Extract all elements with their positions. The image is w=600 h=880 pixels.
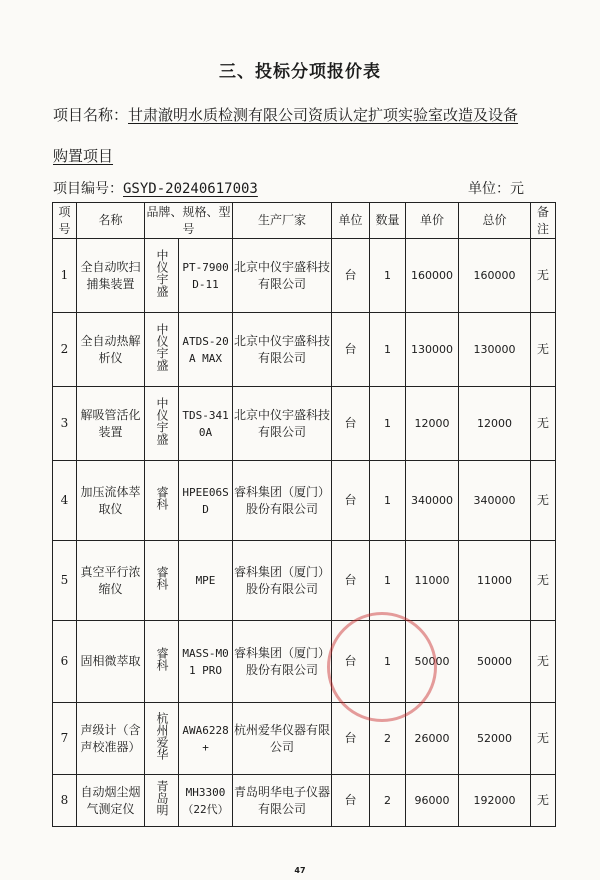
row-brand-text: 杭州爱华 bbox=[155, 712, 169, 760]
row-note: 无 bbox=[531, 239, 556, 313]
row-brand-text: 睿科 bbox=[155, 486, 169, 510]
row-model: MH3300（22代） bbox=[179, 775, 233, 827]
row-model: AWA6228+ bbox=[179, 703, 233, 775]
project-number-value: GSYD-20240617003 bbox=[123, 181, 258, 197]
row-price: 96000 bbox=[406, 775, 459, 827]
header-price: 单价 bbox=[406, 203, 459, 239]
project-number-line bbox=[53, 178, 258, 198]
row-qty: 1 bbox=[370, 387, 406, 461]
row-qty: 2 bbox=[370, 775, 406, 827]
row-brand bbox=[145, 461, 179, 541]
quotation-table bbox=[52, 202, 556, 827]
project-name-continued: 购置项目 bbox=[53, 147, 114, 165]
row-note: 无 bbox=[531, 621, 556, 703]
row-note: 无 bbox=[531, 313, 556, 387]
header-brand-model: 品牌、规格、型号 bbox=[145, 203, 233, 239]
row-seq: 6 bbox=[53, 621, 77, 703]
row-name: 固相微萃取 bbox=[77, 621, 145, 703]
row-brand bbox=[145, 239, 179, 313]
row-unit: 台 bbox=[332, 621, 370, 703]
row-name: 解吸管活化装置 bbox=[77, 387, 145, 461]
row-brand-text: 中仪宇盛 bbox=[155, 397, 169, 445]
row-model: TDS-3410A bbox=[179, 387, 233, 461]
row-maker: 北京中仪宇盛科技有限公司 bbox=[233, 387, 332, 461]
row-unit: 台 bbox=[332, 387, 370, 461]
row-unit: 台 bbox=[332, 239, 370, 313]
row-brand bbox=[145, 703, 179, 775]
project-name-value: 甘肃澈明水质检测有限公司资质认定扩项实验室改造及设备 bbox=[128, 106, 519, 124]
row-name: 加压流体萃取仪 bbox=[77, 461, 145, 541]
table-row bbox=[53, 461, 556, 541]
row-qty: 1 bbox=[370, 541, 406, 621]
header-seq: 项号 bbox=[53, 203, 77, 239]
row-price: 130000 bbox=[406, 313, 459, 387]
row-total: 130000 bbox=[459, 313, 531, 387]
row-note: 无 bbox=[531, 541, 556, 621]
table-header-row bbox=[53, 203, 556, 239]
row-total: 11000 bbox=[459, 541, 531, 621]
table-row bbox=[53, 775, 556, 827]
row-seq: 7 bbox=[53, 703, 77, 775]
row-note: 无 bbox=[531, 387, 556, 461]
row-price: 50000 bbox=[406, 621, 459, 703]
row-total: 160000 bbox=[459, 239, 531, 313]
row-qty: 1 bbox=[370, 621, 406, 703]
header-maker: 生产厂家 bbox=[233, 203, 332, 239]
header-note: 备注 bbox=[531, 203, 556, 239]
row-qty: 2 bbox=[370, 703, 406, 775]
header-qty: 数量 bbox=[370, 203, 406, 239]
row-maker: 青岛明华电子仪器有限公司 bbox=[233, 775, 332, 827]
row-maker: 北京中仪宇盛科技有限公司 bbox=[233, 239, 332, 313]
table-row bbox=[53, 703, 556, 775]
row-unit: 台 bbox=[332, 541, 370, 621]
row-total: 12000 bbox=[459, 387, 531, 461]
row-qty: 1 bbox=[370, 313, 406, 387]
official-seal bbox=[327, 612, 437, 722]
header-unit: 单位 bbox=[332, 203, 370, 239]
row-unit: 台 bbox=[332, 703, 370, 775]
row-unit: 台 bbox=[332, 313, 370, 387]
row-brand-text: 中仪宇盛 bbox=[155, 249, 169, 297]
row-name: 真空平行浓缩仪 bbox=[77, 541, 145, 621]
row-total: 340000 bbox=[459, 461, 531, 541]
row-name: 自动烟尘烟气测定仪 bbox=[77, 775, 145, 827]
row-maker: 杭州爱华仪器有限公司 bbox=[233, 703, 332, 775]
row-price: 160000 bbox=[406, 239, 459, 313]
row-brand-text: 睿科 bbox=[155, 566, 169, 590]
table-row bbox=[53, 313, 556, 387]
row-maker: 睿科集团（厦门）股份有限公司 bbox=[233, 541, 332, 621]
project-name-line bbox=[53, 104, 518, 125]
row-seq: 5 bbox=[53, 541, 77, 621]
row-name: 全自动吹扫捕集装置 bbox=[77, 239, 145, 313]
row-name: 全自动热解析仪 bbox=[77, 313, 145, 387]
row-brand-text: 睿科 bbox=[155, 647, 169, 671]
project-number-label: 项目编号： bbox=[53, 181, 123, 197]
row-model: ATDS-20A MAX bbox=[179, 313, 233, 387]
row-model: MPE bbox=[179, 541, 233, 621]
row-price: 340000 bbox=[406, 461, 459, 541]
row-unit: 台 bbox=[332, 775, 370, 827]
page-number: 47 bbox=[294, 866, 306, 875]
table-row bbox=[53, 239, 556, 313]
row-total: 52000 bbox=[459, 703, 531, 775]
row-seq: 4 bbox=[53, 461, 77, 541]
header-name: 名称 bbox=[77, 203, 145, 239]
row-brand-text: 中仪宇盛 bbox=[155, 323, 169, 371]
row-name: 声级计（含声校准器） bbox=[77, 703, 145, 775]
row-seq: 8 bbox=[53, 775, 77, 827]
header-total: 总价 bbox=[459, 203, 531, 239]
row-note: 无 bbox=[531, 703, 556, 775]
row-brand bbox=[145, 775, 179, 827]
row-brand bbox=[145, 313, 179, 387]
row-seq: 3 bbox=[53, 387, 77, 461]
row-brand-text: 青岛明 bbox=[155, 780, 169, 816]
row-model: MASS-M01 PRO bbox=[179, 621, 233, 703]
row-qty: 1 bbox=[370, 239, 406, 313]
page-title: 三、投标分项报价表 bbox=[219, 62, 381, 82]
row-total: 50000 bbox=[459, 621, 531, 703]
table-row bbox=[53, 541, 556, 621]
row-unit: 台 bbox=[332, 461, 370, 541]
row-price: 26000 bbox=[406, 703, 459, 775]
currency-unit: 单位：元 bbox=[468, 181, 524, 197]
row-seq: 1 bbox=[53, 239, 77, 313]
table-row bbox=[53, 387, 556, 461]
row-seq: 2 bbox=[53, 313, 77, 387]
table-row bbox=[53, 621, 556, 703]
row-maker: 睿科集团（厦门）股份有限公司 bbox=[233, 461, 332, 541]
row-price: 12000 bbox=[406, 387, 459, 461]
row-brand bbox=[145, 387, 179, 461]
row-brand bbox=[145, 621, 179, 703]
row-qty: 1 bbox=[370, 461, 406, 541]
row-model: HPEE06SD bbox=[179, 461, 233, 541]
row-maker: 睿科集团（厦门）股份有限公司 bbox=[233, 621, 332, 703]
row-maker: 北京中仪宇盛科技有限公司 bbox=[233, 313, 332, 387]
row-note: 无 bbox=[531, 461, 556, 541]
project-name-label: 项目名称： bbox=[53, 106, 129, 124]
row-brand bbox=[145, 541, 179, 621]
row-note: 无 bbox=[531, 775, 556, 827]
row-model: PT-7900D-11 bbox=[179, 239, 233, 313]
row-total: 192000 bbox=[459, 775, 531, 827]
row-price: 11000 bbox=[406, 541, 459, 621]
